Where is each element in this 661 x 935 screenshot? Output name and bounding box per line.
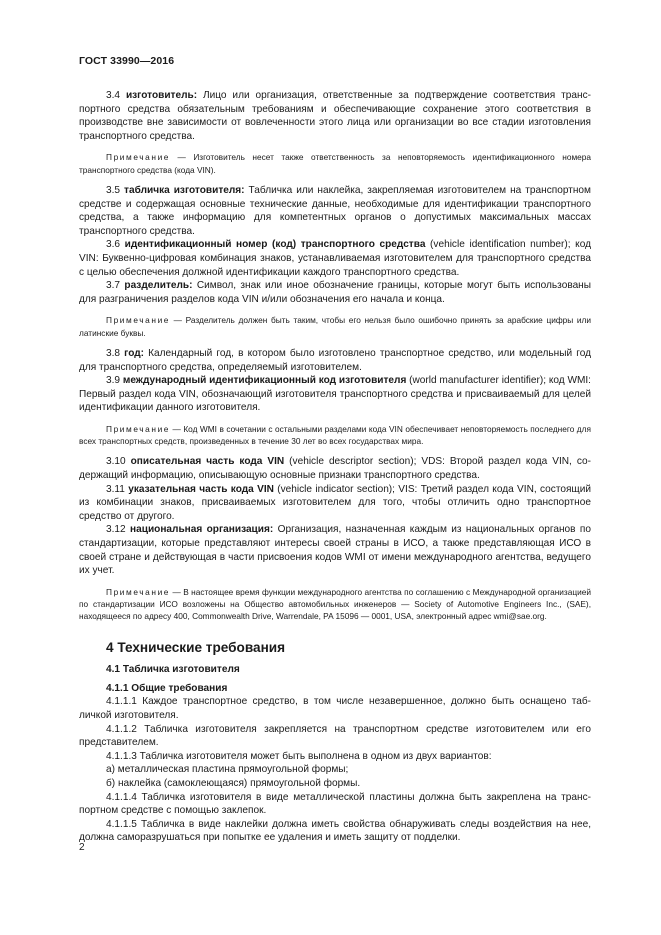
term-3-8: 3.8 год: Календарный год, в котором было изготовлено транспортное средство, или модельный год для транспортного средства, определяемый изготовителем.	[79, 347, 591, 373]
section-4-1-heading: 4.1 Табличка изготовителя	[106, 664, 240, 676]
note-3-7: Примечание — Разделитель должен быть таким, чтобы его нельзя было ошибочно принять за арабские цифры или латинские буквы.	[79, 315, 591, 338]
note-3-12: Примечание — В настоящее время функции международного агентства по соглашению с Международной организацией по стандартизации ИСО возложены на Общество автомобильных инженеров — Society of Automotive Engineers Inc., (SAE), находящееся по адресу 400, Commonwealth Drive, Warrendale, PA 15096 — 0001, USA, электронный адрес wmi@sae.org.	[79, 586, 591, 622]
document-body	[79, 89, 591, 845]
clause-4-1-1-4: 4.1.1.4 Табличка изготовителя в виде металлической пластины должна быть закреплена на транспортном средстве с помощью заклепок.	[79, 791, 591, 817]
section-4-heading: 4 Технические требования	[106, 639, 286, 655]
term-3-9: 3.9 международный идентификационный код изготовителя (world manufacturer identifier); код WMI: Первый раздел кода VIN, обозначающий изготовителя транспортного средства и присваиваемый для целей идентификации данного изготовителя.	[79, 375, 591, 414]
section-4-1-1-heading: 4.1.1 Общие требования	[106, 682, 228, 694]
document-header: ГОСТ 33990—2016	[79, 55, 175, 67]
term-3-5: 3.5 табличка изготовителя: Табличка или наклейка, закрепляемая изготовителем на транспортном средстве и содержащая основные технические данные, необходимые для идентификации транспортного средства, а также информацию для компетентных органов о допустимых максимальных массах транспортного средства.	[79, 184, 591, 237]
page-number: 2	[79, 842, 85, 853]
clause-4-1-1-5: 4.1.1.5 Табличка в виде наклейки должна иметь свойства обнаруживать следы воздействия на нее, должна саморазрушаться при попытке ее удаления и иметь защиту от подделки.	[79, 818, 591, 844]
clause-4-1-1-1: 4.1.1.1 Каждое транспортное средство, в том числе незавершенное, должно быть оснащено табличкой изготовителя.	[79, 696, 591, 722]
clause-4-1-1-3: 4.1.1.3 Табличка изготовителя может быть выполнена в одном из двух вариантов:	[106, 750, 492, 762]
term-3-11: 3.11 указательная часть кода VIN (vehicle indicator section); VIS: Третий раздел кода VIN, состоящий из комбинации знаков, присваиваемых изготовителем для того, чтобы отличить одно транспортное средство от другого.	[79, 483, 591, 522]
term-3-12: 3.12 национальная организация: Организация, назначенная каждым из национальных органов по стандартизации, которые представляют интересы своей страны в ИСО, а также представляющая ИСО в своей стране и действующая в части присвоения кодов WMI от имени международного агентства, ведущего их учет.	[79, 524, 591, 577]
list-item-b: б) наклейка (самоклеющаяся) прямоугольной формы.	[106, 778, 361, 790]
term-3-7: 3.7 разделитель: Символ, знак или иное обозначение границы, которые могут быть использованы для разграничения разделов кода VIN и/или обозначения его начала и конца.	[79, 280, 592, 305]
clause-4-1-1-2: 4.1.1.2 Табличка изготовителя закрепляется на транспортном средстве изготовителем или его представителем.	[79, 723, 591, 749]
term-3-4: 3.4 изготовитель: Лицо или организация, ответственные за подтверждение соответствия транспортного средства обязательным требованиям и обеспечивающие сохранение этого соответствия в производстве вне зависимости от вовлеченности этого лица или организации во все стадии изготовления транспортного средства.	[79, 90, 591, 142]
note-3-4: Примечание — Изготовитель несет также ответственность за неповторяемость идентификационного номера транспортного средства (кода VIN).	[79, 152, 591, 175]
list-item-a: а) металлическая пластина прямоугольной формы;	[106, 764, 349, 776]
note-3-9: Примечание — Код WMI в сочетании с остальными разделами кода VIN обеспечивает неповторяемость последнего для всех транспортных средств, произведенных в течение 30 лет во всех государствах мира.	[79, 423, 591, 447]
term-3-6: 3.6 идентификационный номер (код) транспортного средства (vehicle identification number); код VIN: Буквенно-цифровая комбинация знаков, устанавливаемая изготовителем для транспортного средства с целью обеспечения должной идентификации каждого транспортного средства.	[79, 239, 591, 278]
term-3-10: 3.10 описательная часть кода VIN (vehicle descriptor section); VDS: Второй раздел кода VIN, содержащий информацию, описывающую основные признаки транспортного средства.	[79, 456, 591, 482]
